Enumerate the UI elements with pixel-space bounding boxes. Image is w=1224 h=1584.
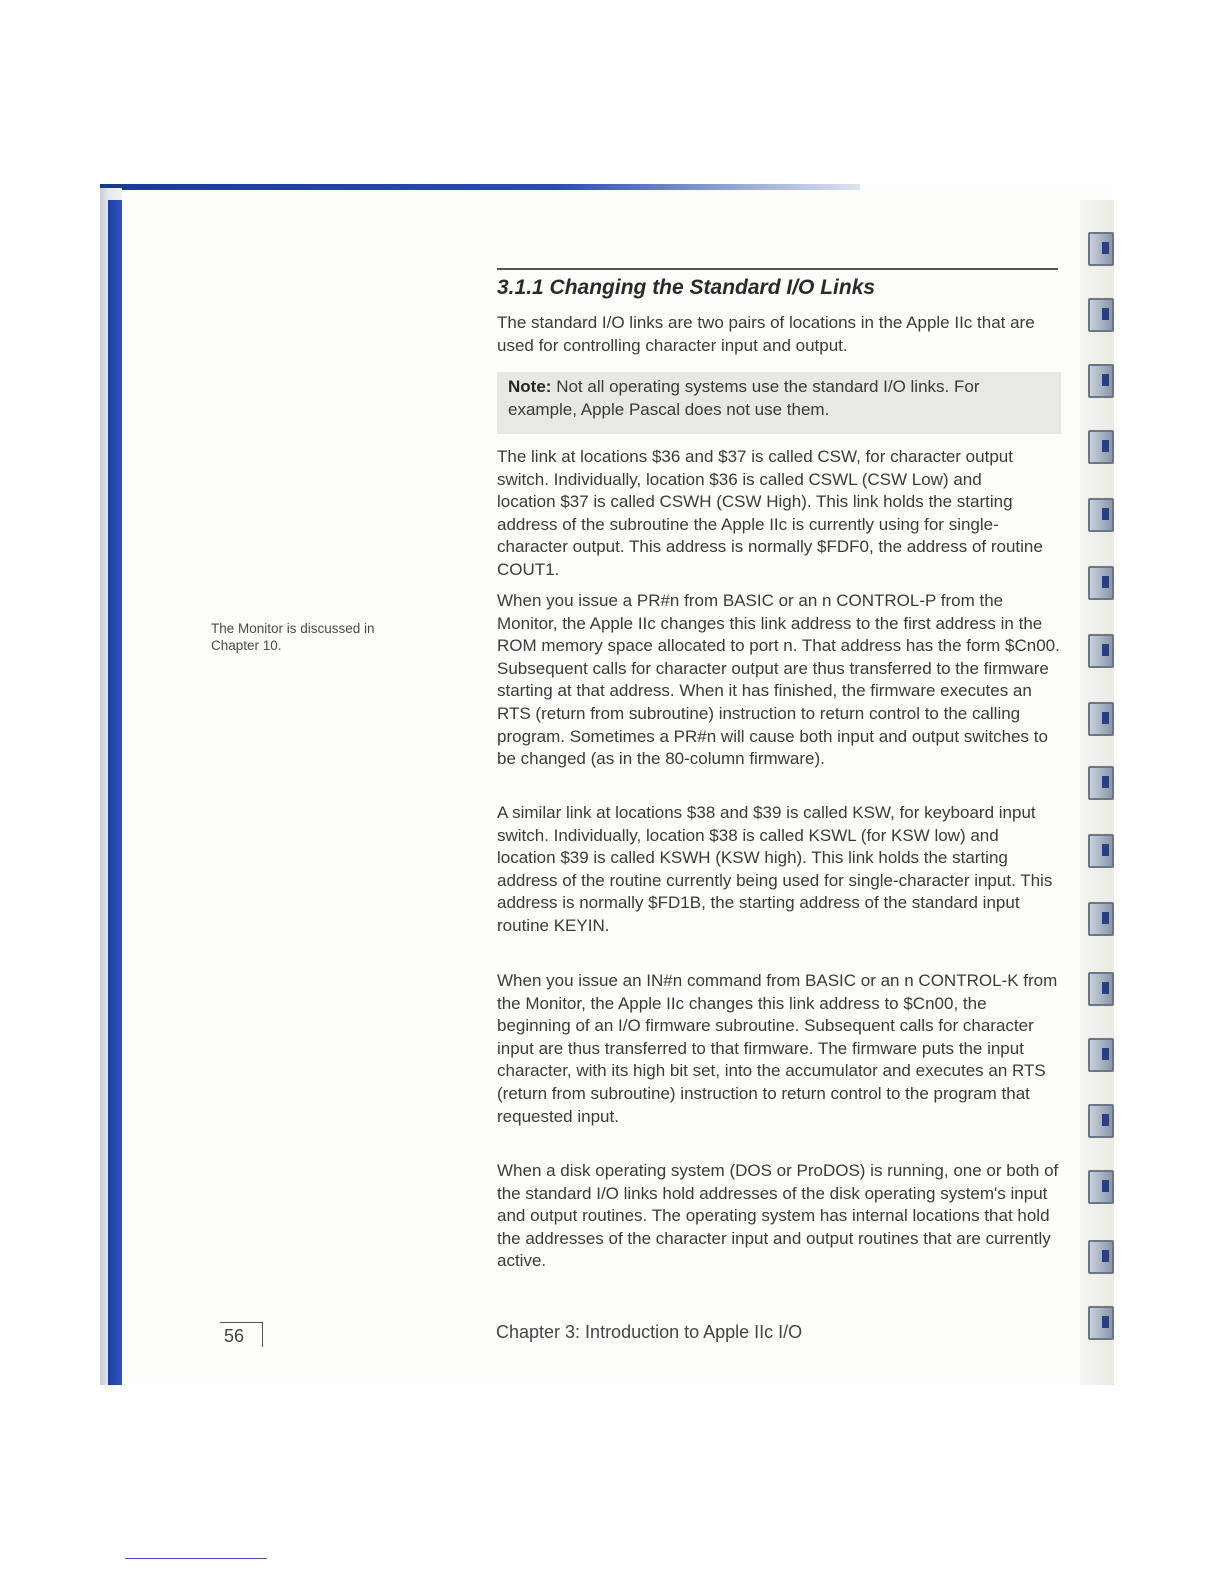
chapter-tab [1088,1306,1114,1340]
chapter-tab [1088,1104,1114,1138]
chapter-tab [1088,902,1114,936]
bottom-rule [125,1558,267,1559]
chapter-tab [1088,566,1114,600]
section-heading: 3.1.1 Changing the Standard I/O Links [497,276,876,299]
margin-note: The Monitor is discussed in Chapter 10. [211,621,375,653]
page-top-rule [100,184,860,190]
running-footer: Chapter 3: Introduction to Apple IIc I/O [496,1322,803,1342]
chapter-tab [1088,634,1114,668]
chapter-tab [1088,498,1114,532]
note-label: Note: [508,377,552,396]
note-text: Not all operating systems use the standard I/O links. For example, Apple Pascal does not use them. [508,377,980,419]
dos-paragraph: When a disk operating system (DOS or ProDOS) is running, one or both of the standard I/O links hold addresses of the disk operating system's input and output routines. The operating system has internal locations that hold the addresses of the character input and output routines that are currently active. [497,1161,1059,1271]
csw-paragraph: The link at locations $36 and $37 is called CSW, for character output switch. Individually, location $36 is called CSWL (CSW Low) and location $37 is called CSWH (CSW High). This link holds the starting address of the subroutine the Apple IIc is currently using for single-character output. This address is normally $FDF0, the address of routine COUT1. [497,447,1043,579]
pr-paragraph: When you issue a PR#n from BASIC or an n CONTROL-P from the Monitor, the Apple IIc changes this link address to the first address in the ROM memory space allocated to port n. That address has the form $Cn00. Subsequent calls for character output are thus transferred to the firmware starting at that address. When it has finished, the firmware executes an RTS (return from subroutine) instruction to return control to the calling program. Sometimes a PR#n will cause both input and output switches to be changed (as in the 80-column firmware). [497,591,1060,769]
chapter-tab [1088,834,1114,868]
page-number: 56 [220,1322,263,1347]
chapter-tab [1088,232,1114,266]
binding-edge-blue [108,200,122,1385]
intro-paragraph: The standard I/O links are two pairs of locations in the Apple IIc that are used for controlling character input and output. [497,313,1035,355]
chapter-tabs [1080,200,1114,1385]
chapter-tab [1088,430,1114,464]
note-box [497,372,1061,434]
chapter-tab [1088,1038,1114,1072]
chapter-tab [1088,766,1114,800]
section-rule [497,268,1058,270]
in-paragraph: When you issue an IN#n command from BASIC or an n CONTROL-K from the Monitor, the Apple IIc changes this link address to $Cn00, the beginning of an I/O firmware subroutine. Subsequent calls for character input are thus transferred to that firmware. The firmware puts the input character, with its high bit set, into the accumulator and executes an RTS (return from subroutine) instruction to return control to the program that requested input. [497,971,1058,1126]
chapter-tab [1088,298,1114,332]
chapter-tab [1088,972,1114,1006]
chapter-tab [1088,702,1114,736]
chapter-tab [1088,1170,1114,1204]
chapter-tab [1088,1240,1114,1274]
chapter-tab [1088,364,1114,398]
ksw-paragraph: A similar link at locations $38 and $39 is called KSW, for keyboard input switch. Individually, location $38 is called KSWL (for KSW low) and location $39 is called KSWH (KSW high). This link holds the starting address of the routine currently being used for single-character input. This address is normally $FD1B, the starting address of the standard input routine KEYIN. [497,803,1053,935]
